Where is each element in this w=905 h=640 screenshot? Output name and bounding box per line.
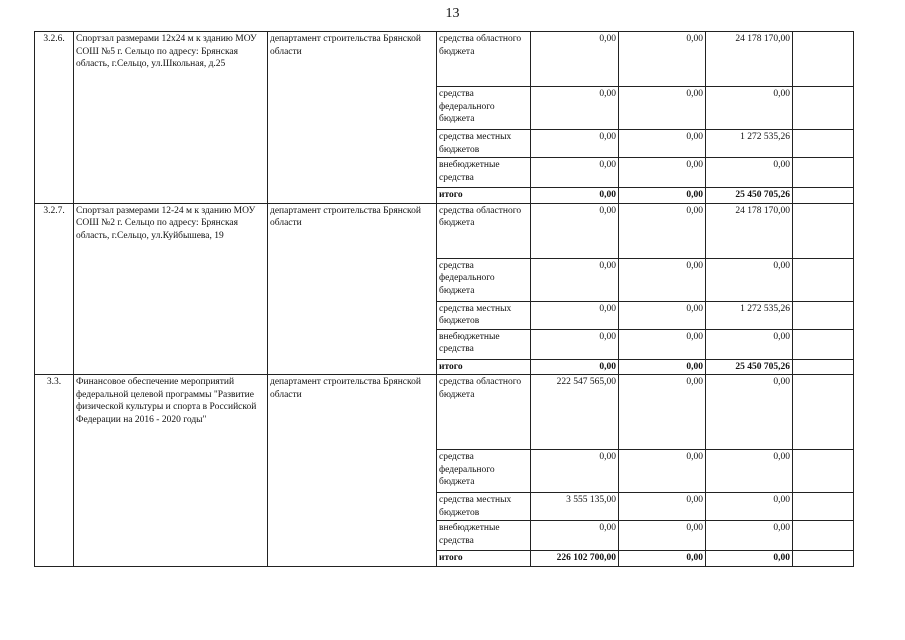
amount-year-3: 0,00 — [706, 158, 793, 188]
funding-source: средства федерального бюджета — [437, 450, 531, 493]
item-code: 3.3. — [35, 375, 74, 567]
table-body — [35, 32, 854, 567]
amount-year-3: 0,00 — [706, 521, 793, 551]
amount-year-2: 0,00 — [619, 450, 706, 493]
amount-year-2: 0,00 — [619, 521, 706, 551]
funding-source: средства местных бюджетов — [437, 493, 531, 521]
amount-year-3: 24 178 170,00 — [706, 203, 793, 258]
amount-year-2: 0,00 — [619, 329, 706, 359]
funding-source: средства местных бюджетов — [437, 130, 531, 158]
amount-year-1: 0,00 — [531, 450, 619, 493]
amount-year-3: 0,00 — [706, 329, 793, 359]
table-row — [35, 375, 854, 450]
amount-year-2: 0,00 — [619, 130, 706, 158]
amount-year-2: 0,00 — [619, 301, 706, 329]
amount-year-2: 0,00 — [619, 203, 706, 258]
funding-source: средства областного бюджета — [437, 203, 531, 258]
amount-year-1: 0,00 — [531, 130, 619, 158]
funding-source: средства областного бюджета — [437, 375, 531, 450]
funding-source: средства федерального бюджета — [437, 87, 531, 130]
empty-cell — [793, 551, 854, 567]
amount-year-2: 0,00 — [619, 493, 706, 521]
amount-year-1: 3 555 135,00 — [531, 493, 619, 521]
funding-source: внебюджетные средства — [437, 521, 531, 551]
empty-cell — [793, 203, 854, 258]
amount-year-2: 0,00 — [619, 551, 706, 567]
amount-year-1: 0,00 — [531, 329, 619, 359]
amount-year-2: 0,00 — [619, 87, 706, 130]
amount-year-2: 0,00 — [619, 32, 706, 87]
empty-cell — [793, 32, 854, 87]
amount-year-1: 226 102 700,00 — [531, 551, 619, 567]
funding-table — [34, 31, 854, 567]
amount-year-3: 0,00 — [706, 551, 793, 567]
item-name: Финансовое обеспечение мероприятий федеральной целевой программы "Развитие физической культуры и спорта в Российской Федерации на 2016 - 2020 годы" — [74, 375, 268, 567]
amount-year-1: 222 547 565,00 — [531, 375, 619, 450]
amount-year-1: 0,00 — [531, 32, 619, 87]
amount-year-3: 24 178 170,00 — [706, 32, 793, 87]
amount-year-3: 0,00 — [706, 87, 793, 130]
item-code: 3.2.6. — [35, 32, 74, 204]
amount-year-3: 25 450 705,26 — [706, 188, 793, 204]
amount-year-3: 0,00 — [706, 258, 793, 301]
item-executor: департамент строительства Брянской области — [268, 203, 437, 375]
funding-source: итого — [437, 551, 531, 567]
empty-cell — [793, 130, 854, 158]
empty-cell — [793, 258, 854, 301]
amount-year-1: 0,00 — [531, 258, 619, 301]
amount-year-1: 0,00 — [531, 301, 619, 329]
empty-cell — [793, 188, 854, 204]
funding-source: средства федерального бюджета — [437, 258, 531, 301]
amount-year-1: 0,00 — [531, 188, 619, 204]
amount-year-2: 0,00 — [619, 375, 706, 450]
table-row — [35, 32, 854, 87]
empty-cell — [793, 158, 854, 188]
funding-source: средства местных бюджетов — [437, 301, 531, 329]
amount-year-1: 0,00 — [531, 87, 619, 130]
funding-source: внебюджетные средства — [437, 329, 531, 359]
amount-year-3: 0,00 — [706, 493, 793, 521]
page-number: 13 — [445, 6, 460, 21]
empty-cell — [793, 375, 854, 450]
item-name: Спортзал размерами 12-24 м к зданию МОУ СОШ №2 г. Сельцо по адресу: Брянская область, г.Сельцо, ул.Куйбышева, 19 — [74, 203, 268, 375]
empty-cell — [793, 493, 854, 521]
amount-year-2: 0,00 — [619, 258, 706, 301]
amount-year-1: 0,00 — [531, 203, 619, 258]
amount-year-1: 0,00 — [531, 359, 619, 375]
amount-year-1: 0,00 — [531, 521, 619, 551]
funding-source: внебюджетные средства — [437, 158, 531, 188]
empty-cell — [793, 329, 854, 359]
empty-cell — [793, 301, 854, 329]
funding-source: итого — [437, 359, 531, 375]
funding-source: средства областного бюджета — [437, 32, 531, 87]
amount-year-3: 25 450 705,26 — [706, 359, 793, 375]
item-code: 3.2.7. — [35, 203, 74, 375]
item-executor: департамент строительства Брянской области — [268, 32, 437, 204]
empty-cell — [793, 521, 854, 551]
amount-year-3: 1 272 535,26 — [706, 301, 793, 329]
amount-year-3: 1 272 535,26 — [706, 130, 793, 158]
empty-cell — [793, 450, 854, 493]
amount-year-2: 0,00 — [619, 158, 706, 188]
item-executor: департамент строительства Брянской области — [268, 375, 437, 567]
funding-source: итого — [437, 188, 531, 204]
amount-year-2: 0,00 — [619, 188, 706, 204]
amount-year-2: 0,00 — [619, 359, 706, 375]
empty-cell — [793, 359, 854, 375]
empty-cell — [793, 87, 854, 130]
table-row — [35, 203, 854, 258]
item-name: Спортзал размерами 12х24 м к зданию МОУ СОШ №5 г. Сельцо по адресу: Брянская область, г.Сельцо, ул.Школьная, д.25 — [74, 32, 268, 204]
amount-year-3: 0,00 — [706, 375, 793, 450]
amount-year-3: 0,00 — [706, 450, 793, 493]
amount-year-1: 0,00 — [531, 158, 619, 188]
